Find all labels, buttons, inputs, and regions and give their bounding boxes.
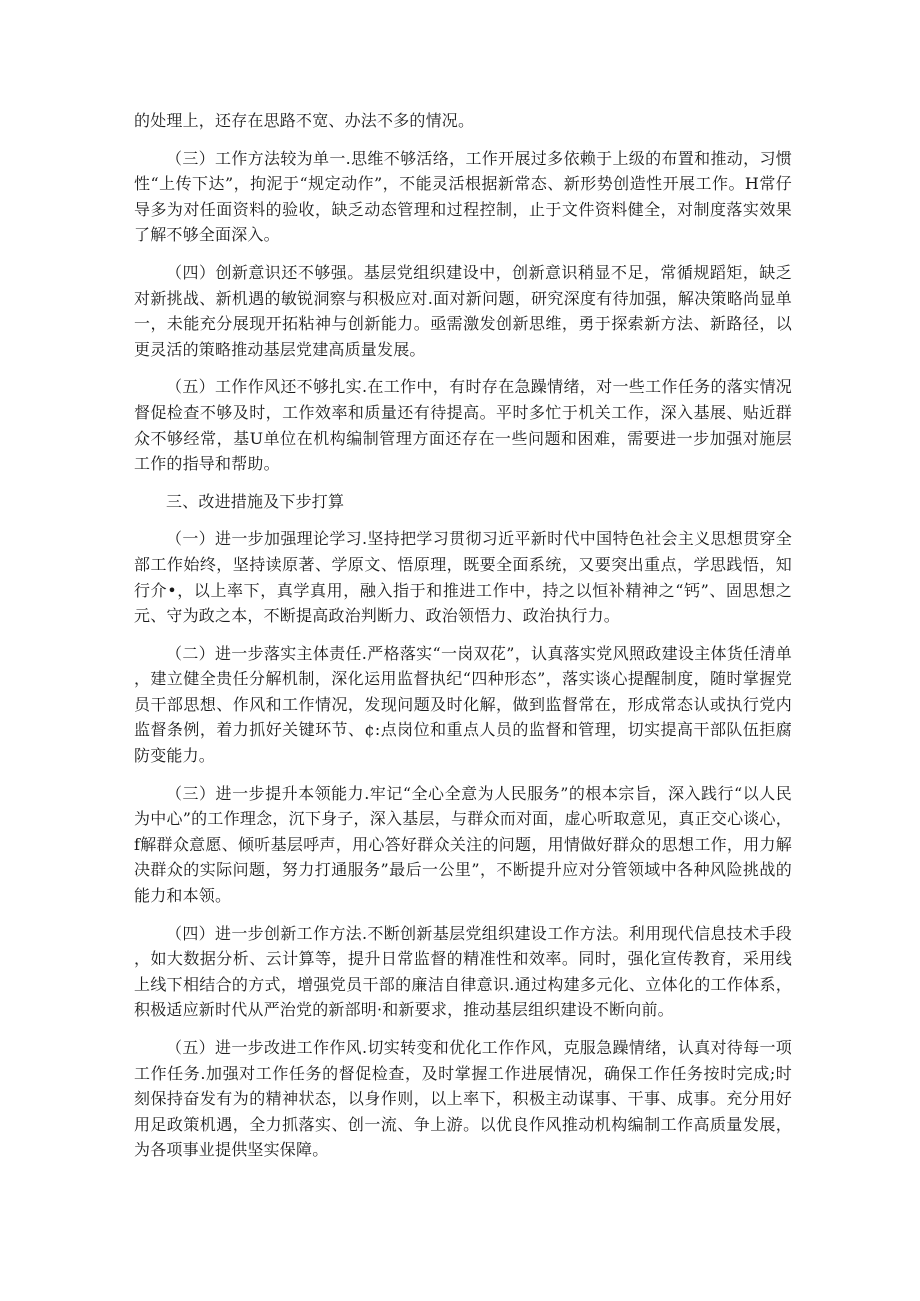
paragraph-methods: （四）进一步创新工作方法.不断创新基层党组织建设工作方法。利用现代信息技术手段，如大数据分析、云计算等，提升日常监督的精准性和效率。同时，强化宣传教育，采用线上线下相结合的方式，增强党员干部的廉洁自律意识.通过构建多元化、立体化的工作体系，积极适应新时代从严治党的新部明·和新要求，推动基层组织建设不断向前。 [134, 923, 792, 1020]
section-heading: 三、改进措施及下步打算 [166, 491, 345, 511]
paragraph-responsibility: （二）进一步落实主体责任.严格落实“一岗双花”，认真落实党风照政建设主体货任清单，建立健全贵任分解机制，深化运用监督执纪“四种形态”，落实谈心提醒制度，随时掌握党员干部思想、作风和工作情况，发现问题及时化解，做到监督常在，形成常态认或执行党内监督条例，着力抓好关键环节、¢:点岗位和重点人员的监督和管理，切实提高干部队伍拒腐防变能力。 [134, 643, 792, 766]
paragraph-theory-study: （一）进一步加强理论学习.坚持把学习贯彻习近平新时代中国特色社会主义思想贯穿全部工作始终，坚持读原著、学原文、悟原理，既要全面系统，又要突出重点，学思践悟，知行介•，以上率下，真学真用，融入指于和推进工作中，持之以恒补精神之“钙”、固思想之元、守为政之本，不断提高政治判断力、政治领悟力、政治执行力。 [134, 529, 792, 626]
paragraph-innovation: （四）创新意识还不够强。基层党组织建设中，创新意识稍显不足，常循规蹈矩，缺乏对新挑战、新机遇的敏锐洞察与积极应对.面对新问题，研究深度有待加强，解决策略尚显单一，未能充分展现开拓粘神与创新能力。亟需激发创新思维，勇于探索新方法、新路径，以更灵活的策略推动基层党建高质量发展。 [134, 262, 792, 359]
paragraph-continuation: 的处理上，还存在思路不宽、办法不多的情况。 [134, 111, 475, 130]
document-page [134, 108, 792, 1163]
paragraph-improve-style: （五）进一步改进工作作风.切实转变和优化工作作风，克服急躁情绪，认真对待每一项工作任务.加强对工作任务的督促检查，及时掌握工作进展情况，确保工作任务按时完成;时刻保持奋发有为的精神状态，以身作则，以上率下，积极主动谋事、干事、成事。充分用好用足政策机遇，全力抓落实、创一流、争上游。以优良作风推动机构编制工作高质量发展，为各项事业提供坚实保障。 [134, 1038, 792, 1160]
paragraph-work-method: （三）工作方法较为单一.思维不够活络，工作开展过多依赖于上级的布置和推动，习惯性“上传下达”，拘泥于“规定动作”，不能灵活根据新常态、新形势创造性开展工作。H常仔导多为对任面资料的验收，缺乏动态管理和过程控制，止于文件资料健全，对制度落实效果了解不够全面深入。 [134, 148, 792, 245]
paragraph-work-style: （五）工作作风还不够扎实.在工作中，有时存在急躁情绪，对一些工作任务的落实情况督促检查不够及时，工作效率和质量还有待提高。平时多忙于机关工作，深入基展、贴近群众不够经常，基U单位在机构编制管理方面还存在一些问题和困难，需要进一步加强对施层工作的指导和帮助。 [134, 377, 792, 474]
paragraph-ability: （三）进一步提升本领能力.牢记“全心全意为人民服务”的根本宗旨，深入践行“以人民为中心”的工作理念，沉下身子，深入基层，与群众而对面，虚心听取意见，真正交心谈心，f解群众意愿、倾听基层呼声，用心答好群众关注的问题，用情做好群众的思想工作，用力解决群众的实际问题，努力打通服务”最后一公里”，不断提升应对分管领域中各种风险挑战的能力和本领。 [134, 783, 792, 906]
